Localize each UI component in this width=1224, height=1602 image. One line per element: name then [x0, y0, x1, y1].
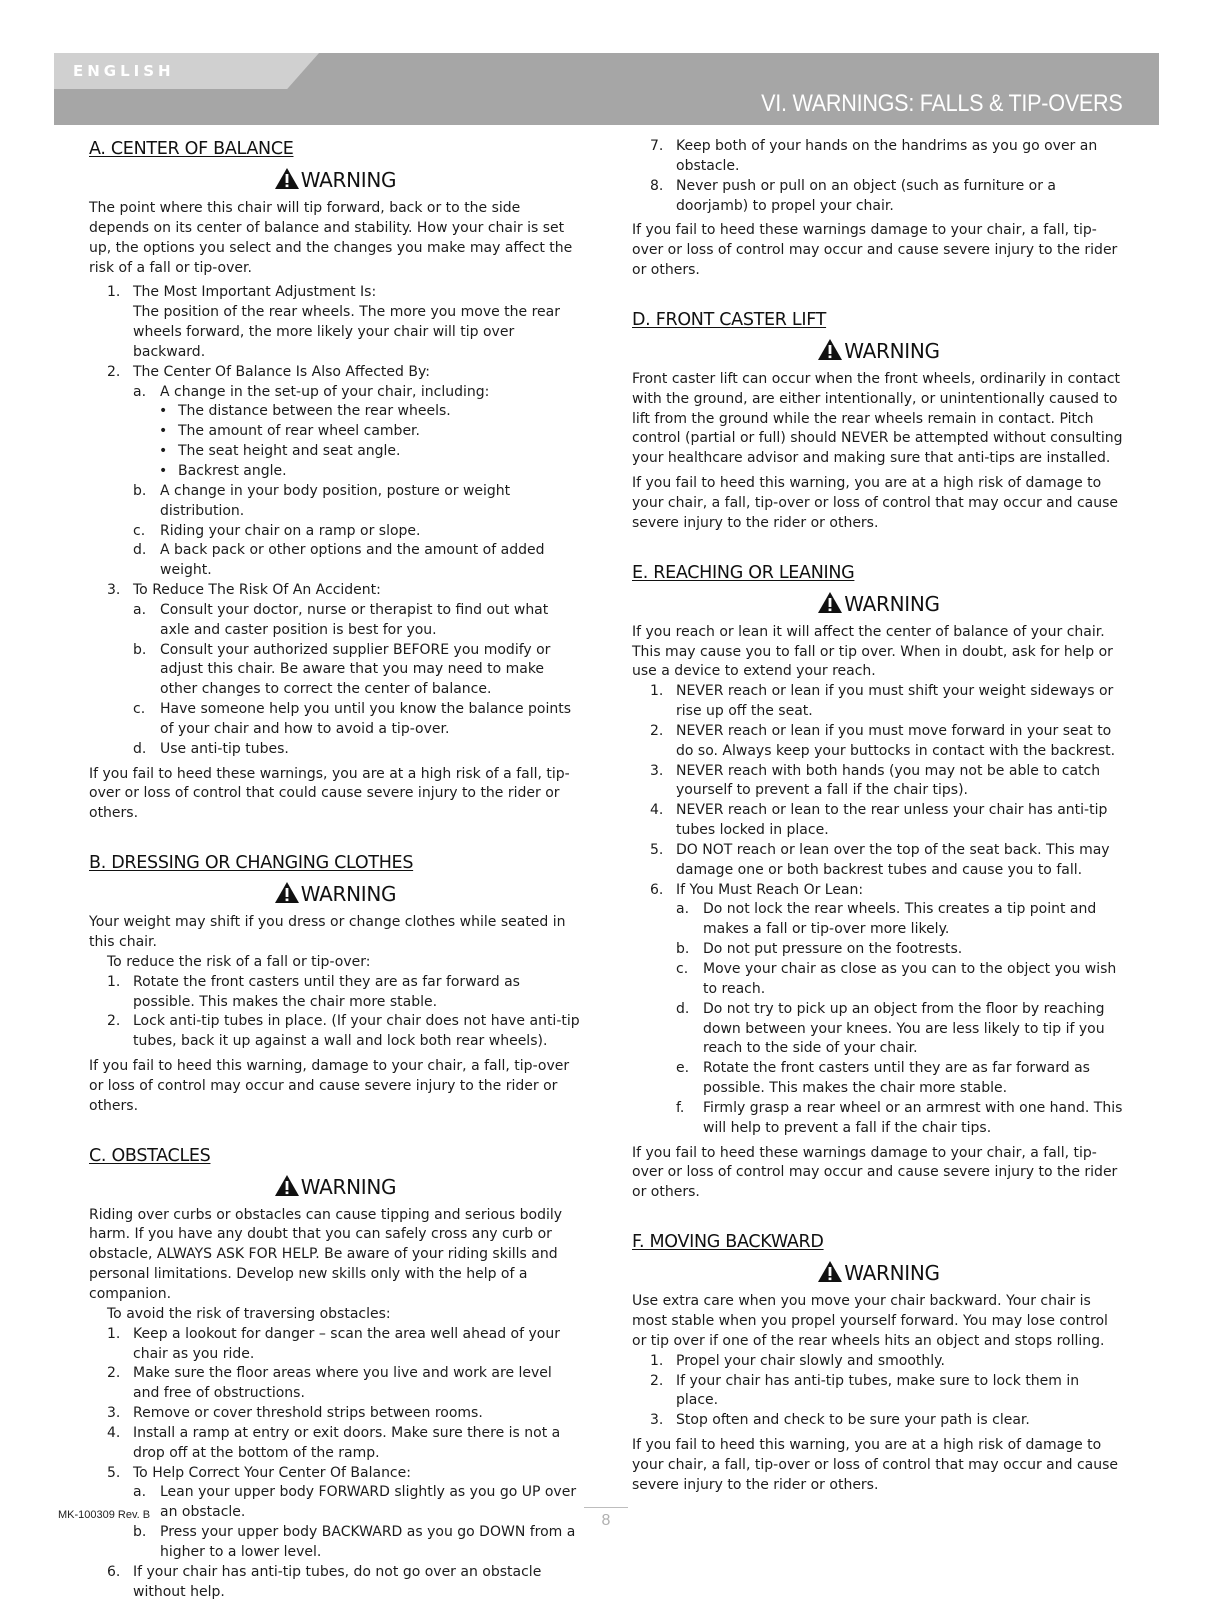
bullet-item: • The distance between the rear wheels.	[159, 403, 451, 420]
list-item: 2. Lock anti-tip tubes in place. (If your chair does not have anti-tip tubes, back it up against a wall and lock both rear wheels).	[107, 1013, 580, 1050]
paragraph: If you fail to heed this warning, you are at a high risk of damage to your chair, a fall, tip-over or loss of control that may occur and cause severe injury to the rider or others.	[632, 1437, 1118, 1493]
list-item: 3. To Reduce The Risk Of An Accident:	[107, 582, 381, 599]
warning-header	[89, 881, 581, 907]
warning-label: WARNING	[300, 168, 397, 192]
document-code: MK-100309 Rev. B	[58, 1509, 151, 1521]
list-item: b. Consult your authorized supplier BEFORE you modify or adjust this chair. Be aware that you may need to make other changes to correct the center of balance.	[133, 641, 551, 698]
warning-triangle-icon	[274, 167, 300, 190]
list-item: e. Rotate the front casters until they are as far forward as possible. This makes the chair more stable.	[676, 1060, 1090, 1097]
list-item: 1. NEVER reach or lean if you must shift your weight sideways or rise up off the seat.	[650, 683, 1114, 720]
list-item: 2. Make sure the floor areas where you live and work are level and free of obstructions.	[107, 1365, 552, 1402]
heading-front-caster-lift: D. FRONT CASTER LIFT	[632, 309, 827, 330]
warning-label: WARNING	[844, 338, 940, 363]
warning-triangle-icon	[274, 1174, 300, 1197]
list-lead: To avoid the risk of traversing obstacles:	[107, 1305, 391, 1322]
list-item: 1. Propel your chair slowly and smoothly.	[650, 1352, 945, 1369]
list-item: 2. The Center Of Balance Is Also Affected By:	[107, 363, 430, 380]
heading-reaching: E. REACHING OR LEANING	[632, 562, 855, 583]
list-item: b. Press your upper body BACKWARD as you go DOWN from a higher to a lower level.	[133, 1524, 576, 1560]
paragraph: If you fail to heed these warnings, you are at a high risk of a fall, tip-over or loss of control that could cause severe injury to the rider or others.	[89, 765, 570, 822]
paragraph: If you reach or lean it will affect the center of balance of your chair. This may cause you to fall or tip over. When in doubt, ask for help or use a device to extend your reach.	[632, 623, 1113, 680]
right-column	[632, 137, 1125, 1501]
list-item: 7. Keep both of your hands on the handrims as you go over an obstacle.	[650, 138, 1098, 174]
paragraph: If you fail to heed this warning, you are at a high risk of damage to your chair, a fall, tip-over or loss of control that may occur and cause severe injury to the rider or others.	[632, 475, 1118, 531]
warning-triangle-icon	[817, 338, 843, 361]
list-item: b. Do not put pressure on the footrests.	[676, 941, 963, 958]
list-item: 2. If your chair has anti-tip tubes, make sure to lock them in place.	[650, 1372, 1080, 1409]
heading-obstacles: C. OBSTACLES	[89, 1145, 211, 1166]
paragraph: If you fail to heed these warnings damage to your chair, a fall, tip-over or loss of control may occur and cause severe injury to the rider or others.	[632, 222, 1118, 279]
bullet-item: • The seat height and seat angle.	[159, 443, 401, 460]
left-column	[89, 137, 581, 1602]
list-item: 6. If your chair has anti-tip tubes, do not go over an obstacle without help.	[107, 1563, 542, 1600]
warning-header	[89, 167, 581, 193]
warning-header	[632, 1260, 1125, 1286]
list-item: 1. Keep a lookout for danger – scan the area well ahead of your chair as you ride.	[107, 1325, 560, 1362]
list-item: a. Lean your upper body FORWARD slightly as you go UP over an obstacle.	[133, 1484, 577, 1521]
warning-label: WARNING	[300, 882, 397, 907]
paragraph: The point where this chair will tip forward, back or to the side depends on its center of balance and stability. How your chair is set up, the options you select and the changes you make may affect the risk of a fall or tip-over.	[89, 200, 573, 276]
list-item: 1. The Most Important Adjustment Is:	[107, 284, 377, 301]
list-item: c. Have someone help you until you know the balance points of your chair and how to avoid a tip-over.	[133, 701, 572, 737]
page-number: 8	[601, 1512, 611, 1529]
list-item: a. Do not lock the rear wheels. This creates a tip point and makes a fall or tip-over more likely.	[676, 901, 1097, 938]
heading-moving-backward: F. MOVING BACKWARD	[632, 1232, 824, 1253]
section-title: VI. WARNINGS: FALLS & TIP-OVERS	[760, 90, 1122, 117]
list-item: b. A change in your body position, posture or weight distribution.	[133, 482, 511, 519]
list-item: c. Move your chair as close as you can to the object you wish to reach.	[676, 961, 1117, 997]
heading-dressing: B. DRESSING OR CHANGING CLOTHES	[89, 853, 414, 874]
list-item: 8. Never push or pull on an object (such as furniture or a doorjamb) to propel your chair.	[650, 177, 1056, 214]
heading-center-of-balance: A. CENTER OF BALANCE	[89, 139, 294, 159]
warning-label: WARNING	[844, 591, 940, 616]
bullet-item: • The amount of rear wheel camber.	[159, 423, 420, 440]
list-item: 3. Stop often and check to be sure your path is clear.	[650, 1412, 1030, 1429]
list-item: d. Use anti-tip tubes.	[133, 740, 289, 757]
list-item: 3. Remove or cover threshold strips between rooms.	[107, 1405, 483, 1422]
warning-header	[89, 1174, 581, 1200]
paragraph: If you fail to heed these warnings damage to your chair, a fall, tip-over or loss of control may occur and cause severe injury to the rider or others.	[632, 1144, 1118, 1201]
list-item: d. A back pack or other options and the amount of added weight.	[133, 542, 545, 579]
paragraph: Use extra care when you move your chair backward. Your chair is most stable when you propel yourself forward. You may lose control or tip over if one of the rear wheels hits an object and stops rolling.	[632, 1293, 1108, 1349]
warning-label: WARNING	[844, 1261, 940, 1286]
warning-label: WARNING	[300, 1174, 397, 1199]
list-item: 4. NEVER reach or lean to the rear unless your chair has anti-tip tubes locked in place.	[650, 802, 1108, 839]
list-item: c. Riding your chair on a ramp or slope.	[133, 522, 421, 539]
bullet-item: • Backrest angle.	[159, 462, 287, 479]
warning-triangle-icon	[274, 881, 300, 904]
warning-header	[632, 591, 1125, 617]
language-label: ENGLISH	[73, 62, 175, 80]
list-item: a. Consult your doctor, nurse or therapist to find out what axle and caster position is best for you.	[133, 601, 549, 638]
paragraph: If you fail to heed this warning, damage to your chair, a fall, tip-over or loss of control may occur and cause severe injury to the rider or others.	[89, 1058, 570, 1114]
list-lead: To reduce the risk of a fall or tip-over:	[107, 953, 371, 970]
list-item: 6. If You Must Reach Or Lean:	[650, 881, 864, 898]
list-item: 2. NEVER reach or lean if you must move forward in your seat to do so. Always keep your buttocks in contact with the backrest.	[650, 722, 1116, 759]
warning-triangle-icon	[817, 1260, 843, 1283]
paragraph: Your weight may shift if you dress or change clothes while seated in this chair.	[89, 914, 566, 950]
list-item: 3. NEVER reach with both hands (you may not be able to catch yourself to prevent a fall if the chair tips).	[650, 762, 1101, 799]
warning-header	[632, 338, 1125, 364]
list-item: 1. Rotate the front casters until they are as far forward as possible. This makes the chair more stable.	[107, 973, 520, 1010]
page-number-divider	[584, 1507, 628, 1508]
warning-triangle-icon	[817, 591, 843, 614]
list-item: f. Firmly grasp a rear wheel or an armrest with one hand. This will help to prevent a fall if the chair tips.	[676, 1099, 1123, 1136]
list-item: a. A change in the set-up of your chair, including:	[133, 383, 490, 400]
list-item-text: The position of the rear wheels. The more you move the rear wheels forward, the more likely your chair will tip over backward.	[133, 304, 560, 360]
list-item: 5. DO NOT reach or lean over the top of the seat back. This may damage one or both backrest tubes and cause you to fall.	[650, 841, 1110, 878]
list-item: 4. Install a ramp at entry or exit doors. Make sure there is not a drop off at the bottom of the ramp.	[107, 1424, 561, 1461]
paragraph: Front caster lift can occur when the front wheels, ordinarily in contact with the ground, are either intentionally, or unintentionally caused to lift from the ground while the rear wheels remain in contact. Pitch control (partial or full) should NEVER be attempted without consulting your healthcare advisor and making sure that anti-tips are installed.	[632, 370, 1123, 467]
list-item: 5. To Help Correct Your Center Of Balance:	[107, 1464, 411, 1481]
paragraph: Riding over curbs or obstacles can cause tipping and serious bodily harm. If you have any doubt that you can safely cross any curb or obstacle, ALWAYS ASK FOR HELP. Be aware of your riding skills and personal limitations. Develop new skills only with the help of a companion.	[89, 1206, 563, 1302]
list-item: d. Do not try to pick up an object from the floor by reaching down between your knees. You are less likely to tip if you reach to the side of your chair.	[676, 1000, 1105, 1057]
